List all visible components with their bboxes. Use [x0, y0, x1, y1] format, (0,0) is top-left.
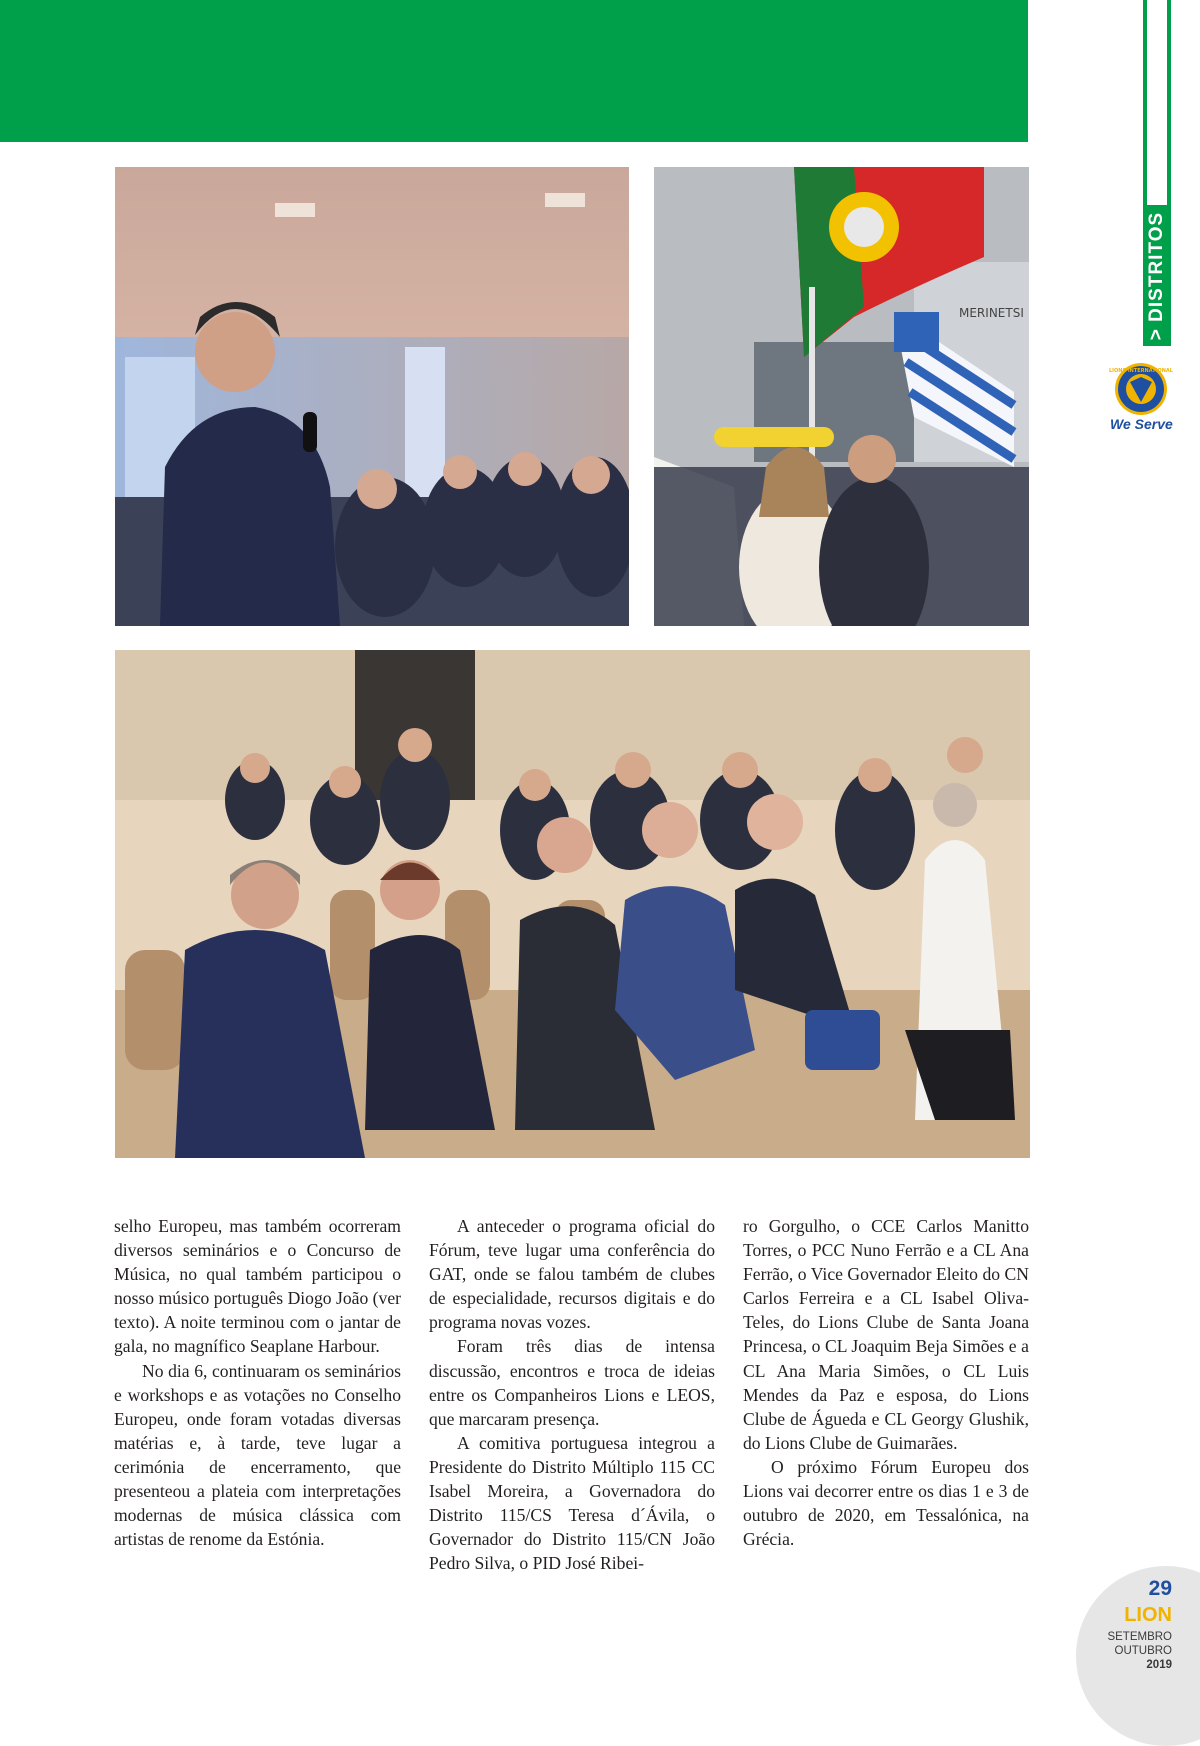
- photo-audience: [115, 650, 1030, 1158]
- issue-year: 2019: [1146, 1659, 1172, 1671]
- building-sign: MERINETSI: [959, 306, 1024, 320]
- article-column-3: [743, 1214, 1029, 1551]
- paragraph: selho Europeu, mas também ocorreram diversos seminários e o Concurso de Música, no qual também participou o nosso músico português Diogo João (ver texto). A noite terminou com o jantar de gala, no magnífico Seaplane Harbour.: [114, 1216, 401, 1357]
- issue-month-1: SETEMBRO: [1107, 1631, 1172, 1643]
- paragraph: O próximo Fórum Europeu dos Lions vai decorrer entre os dias 1 e 3 de outubro de 2020, em Tessalónica, na Grécia.: [743, 1456, 1029, 1550]
- section-label: > DISTRITOS: [1146, 211, 1167, 340]
- article-column-1: [114, 1214, 401, 1551]
- paragraph: No dia 6, continuaram os seminários e workshops e as votações no Conselho Europeu, onde foram votadas diversas matérias e, à tarde, teve lugar a cerimónia de encerramento, que presenteou a plateia com interpretações modernas de música clássica com artistas de renome da Estónia.: [114, 1360, 401, 1550]
- photo-speaker: [115, 167, 629, 626]
- photo-speaker-with-microphone-icon: [115, 167, 629, 626]
- photo-flags: [654, 167, 1029, 626]
- page-number: 29: [1148, 1577, 1172, 1600]
- header-color-band: [0, 0, 1028, 142]
- issue-month-2: OUTUBRO: [1114, 1645, 1172, 1657]
- paragraph: Foram três dias de intensa discussão, encontros e troca de ideias entre os Companheiros Lions e LEOS, que marcaram presença.: [429, 1336, 715, 1429]
- section-label-tab: [1143, 205, 1171, 346]
- brand-tagline: We Serve: [1110, 416, 1173, 432]
- paragraph: ro Gorgulho, o CCE Carlos Manitto Torres, o PCC Nuno Ferrão e a CL Ana Ferrão, o Vice Governador Eleito do CN Carlos Ferreira e a CL Isabel Oliva-Teles, do Lions Clube de Santa Joana Princesa, o CL Joaquim Beja Simões e a CL Ana Maria Simões, o CL Luis Mendes da Paz e esposa, do Lions Clube de Águeda e CL Georgy Glushik, do Lions Clube de Guimarães.: [743, 1216, 1029, 1453]
- photo-flags-parade-icon: [654, 167, 1029, 626]
- article-column-2: [429, 1214, 715, 1575]
- paragraph: A comitiva portuguesa integrou a Presidente do Distrito Múltiplo 115 CC Isabel Moreira, a Governadora do Distrito 115/CS Teresa d´Ávila, o Governador do Distrito 115/CN João Pedro Silva, o PID José Ribei-: [429, 1432, 715, 1574]
- paragraph: A anteceder o programa oficial do Fórum, teve lugar uma conferência do GAT, onde se falou também de clubes de especialidade, recursos digitais e do programa novas vozes.: [429, 1216, 715, 1333]
- lions-logo-text: LIONS INTERNATIONAL: [1109, 368, 1173, 374]
- magazine-name: LION: [1124, 1604, 1172, 1626]
- photo-conference-audience-icon: [115, 650, 1030, 1158]
